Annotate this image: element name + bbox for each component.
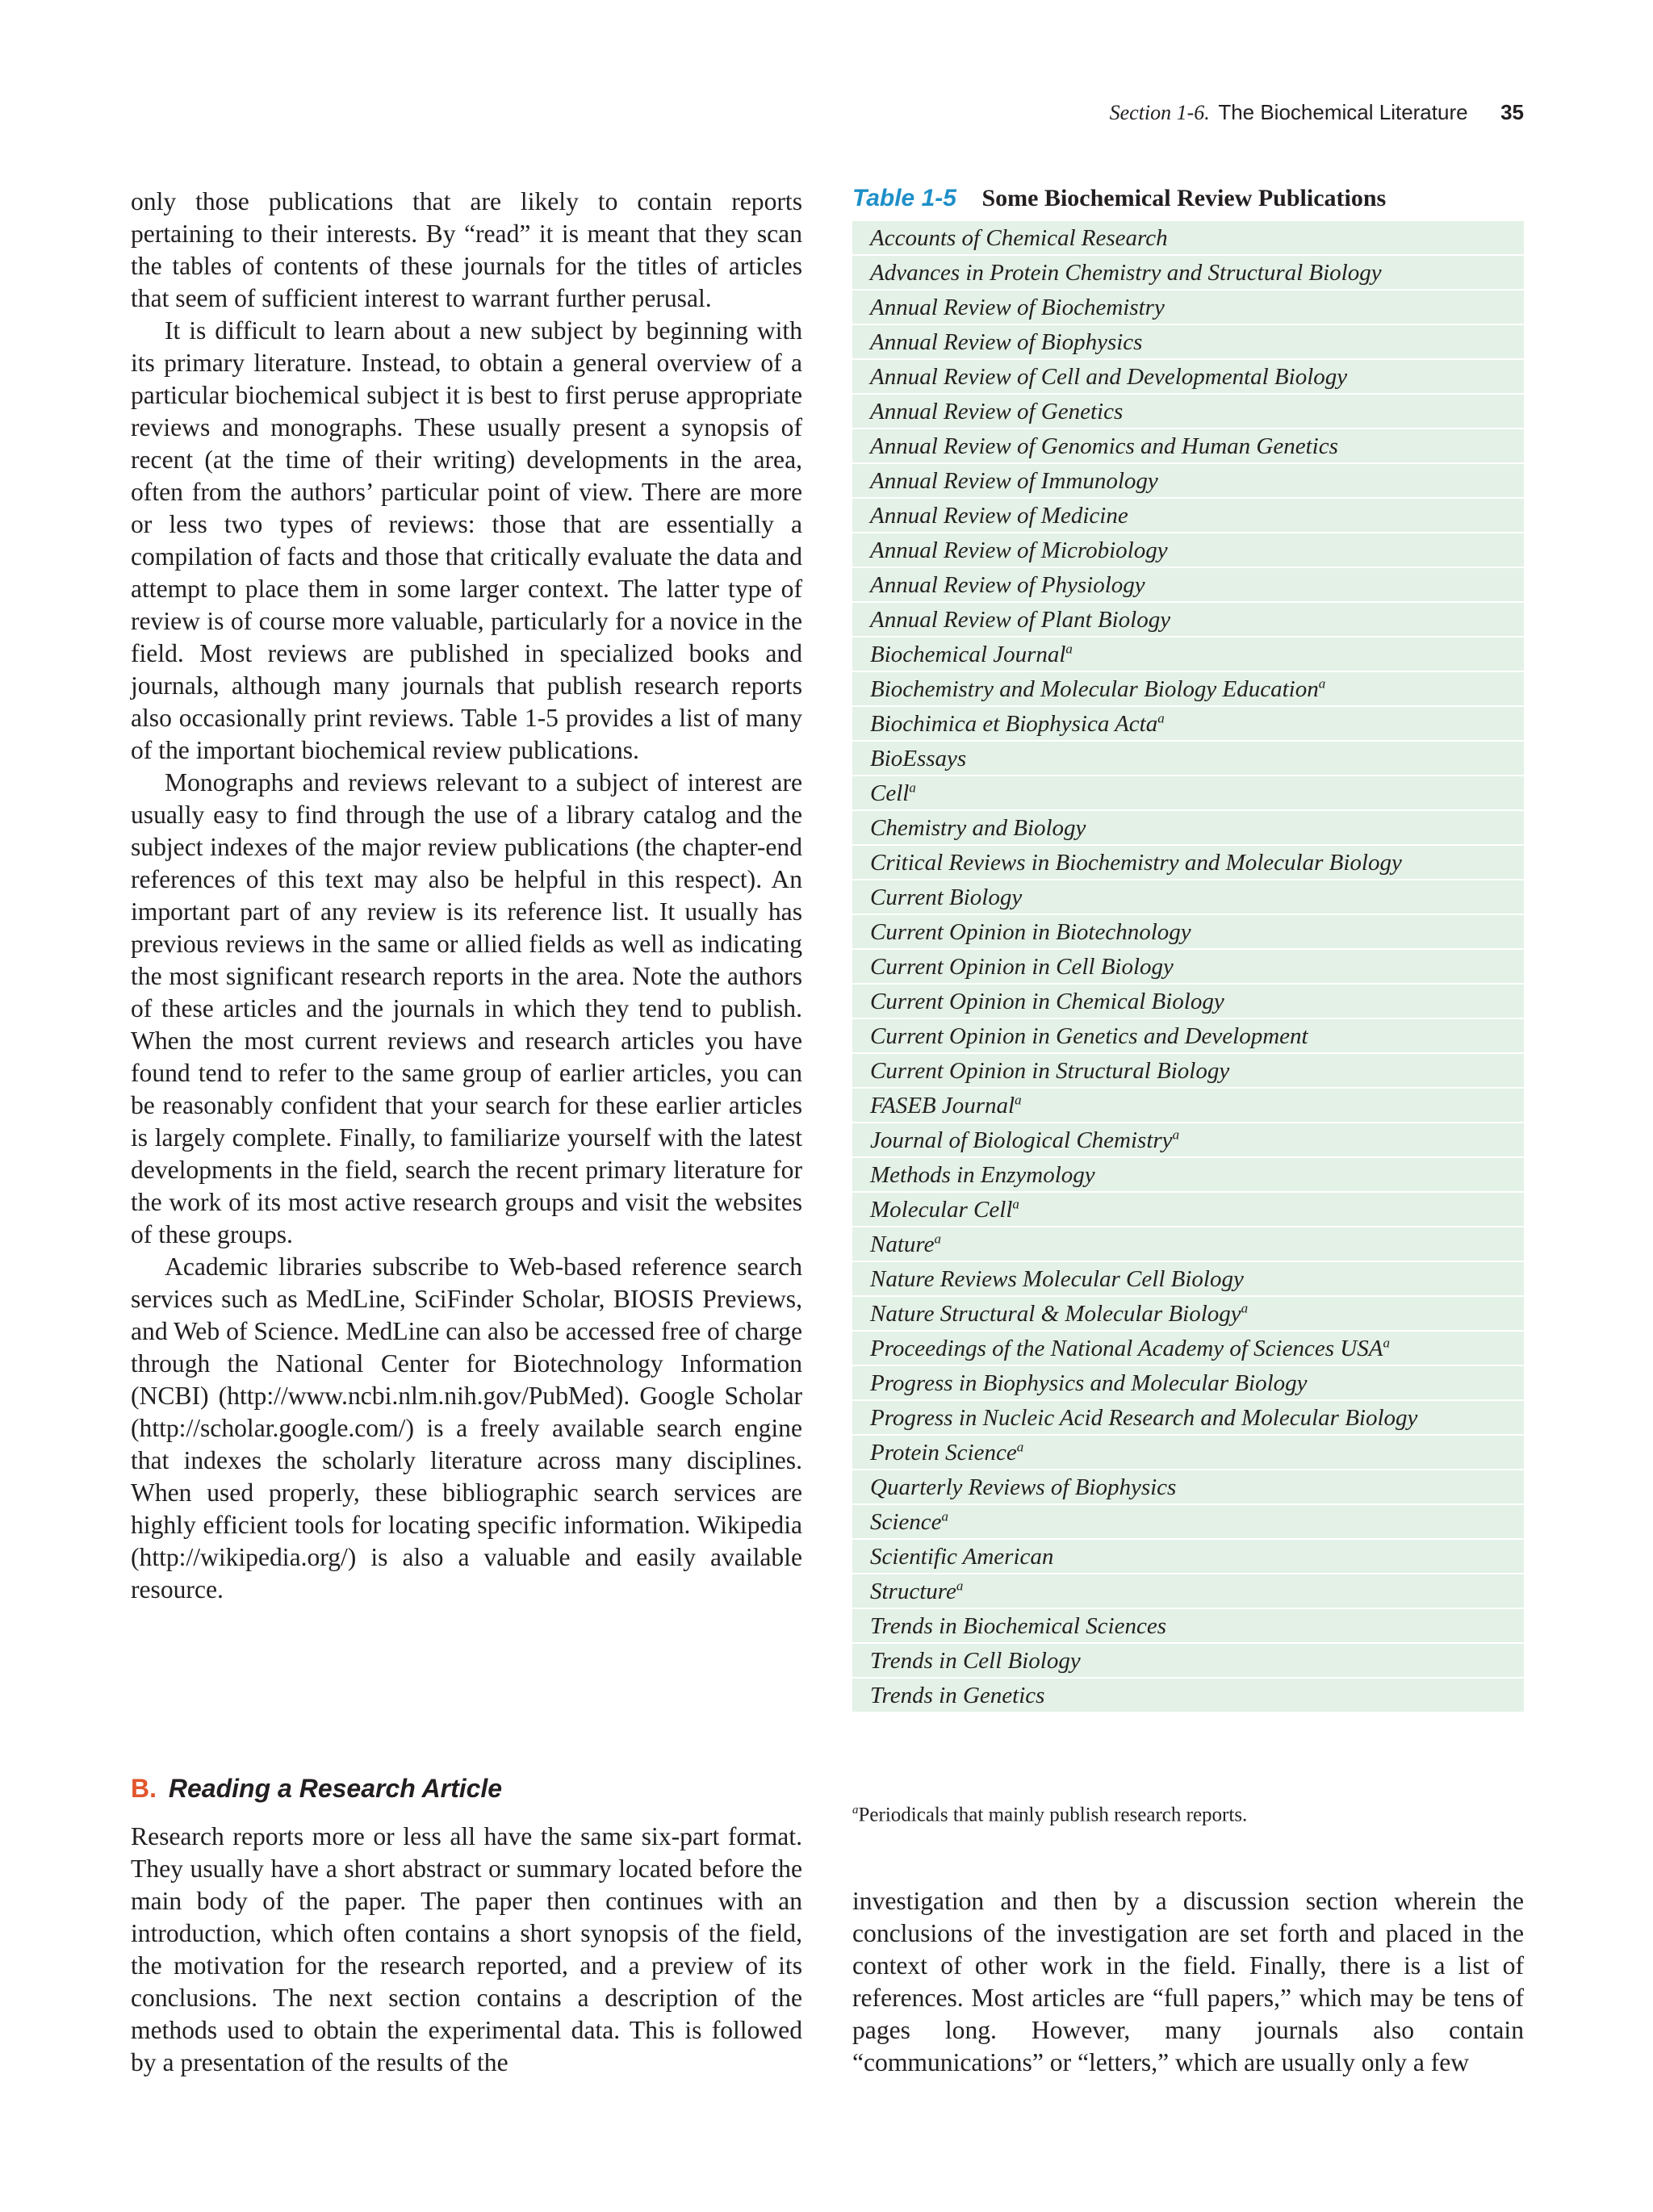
publication-name: Annual Review of Genetics	[870, 399, 1124, 424]
paragraph: Academic libraries subscribe to Web-based reference search services such as MedLine, SciFinder Scholar, BIOSIS Previews, and Web of Science. MedLine can also be accessed free of charge through the National Center for Biotechnology Information (NCBI) (http://www.ncbi.nlm.nih.gov/PubMed). Google Scholar (http://scholar.google.com/) is a freely available search engine that indexes the scholarly literature across many disciplines. When used properly, these bibliographic search services are highly efficient tools for locating specific information. Wikipedia (http://wikipedia.org/) is also a valuable and easily available resource.	[131, 1252, 802, 1604]
publication-name: Current Opinion in Structural Biology	[870, 1058, 1230, 1084]
table-row	[852, 1297, 1524, 1332]
table-row	[852, 603, 1524, 638]
table-title: Some Biochemical Review Publications	[981, 185, 1387, 211]
table-row	[852, 533, 1524, 568]
publication-name: Journal of Biological Chemistry	[870, 1127, 1173, 1153]
paragraph: It is difficult to learn about a new subject by beginning with its primary literature. Instead, to obtain a general overview of a particular biochemical subject it is best to first peruse appropriate reviews and monographs. These usually present a synopsis of recent (at the time of their writing) developments in the area, often from the authors’ particular point of view. There are more or less two types of reviews: those that are essentially a compilation of facts and those that critically evaluate the data and attempt to place them in some larger context. The latter type of review is of course more valuable, particularly for a novice in the field. Most reviews are published in specialized books and journals, although many journals that publish research reports also occasionally print reviews. Table 1-5 provides a list of many of the important biochemical review publications.	[131, 316, 802, 764]
table-row	[852, 464, 1524, 499]
footnote-mark: a	[941, 1508, 949, 1524]
table-row	[852, 1401, 1524, 1436]
publication-name: Annual Review of Medicine	[870, 503, 1128, 529]
publication-name: Annual Review of Cell and Developmental Biology	[870, 364, 1348, 390]
table-row	[852, 499, 1524, 533]
table-row	[852, 1089, 1524, 1123]
section-b-text	[131, 1821, 802, 2079]
table-row	[852, 429, 1524, 464]
publication-name: Current Opinion in Cell Biology	[870, 954, 1174, 980]
table-row	[852, 360, 1524, 395]
table-row	[852, 221, 1524, 256]
table-row	[852, 325, 1524, 360]
publication-name: Science	[870, 1509, 942, 1535]
publication-name: Molecular Cell	[870, 1197, 1013, 1223]
publication-name: Annual Review of Biophysics	[870, 329, 1143, 355]
footnote-mark: a	[1172, 1127, 1180, 1143]
paragraph: Research reports more or less all have the same six-part format. They usually have a short abstract or summary located before the main body of the paper. The paper then continues with an introduction, which often contains a short synopsis of the field, the motivation for the research reported, and a preview of its conclusions. The next section contains a description of the methods used to obtain the experimental data. This is followed by a presentation of the results of the	[131, 1822, 802, 2076]
publication-name: Progress in Nucleic Acid Research and Molecular Biology	[870, 1405, 1418, 1431]
publication-name: Chemistry and Biology	[870, 815, 1086, 841]
section-heading-title: Reading a Research Article	[168, 1774, 503, 1803]
table-row	[852, 672, 1524, 707]
publication-name: Cell	[870, 780, 910, 806]
publication-name: Trends in Genetics	[870, 1683, 1045, 1708]
table-row	[852, 915, 1524, 950]
footnote-mark: a	[1383, 1335, 1390, 1351]
table-row	[852, 1436, 1524, 1470]
publication-name: Current Opinion in Biotechnology	[870, 919, 1191, 945]
header-section: Section 1-6.	[1109, 101, 1210, 124]
publication-name: Structure	[870, 1579, 956, 1604]
publication-name: Accounts of Chemical Research	[870, 225, 1168, 251]
publications-table	[852, 221, 1524, 1713]
table-row	[852, 1262, 1524, 1297]
publication-name: Annual Review of Microbiology	[870, 537, 1168, 563]
publication-name: Trends in Biochemical Sciences	[870, 1613, 1166, 1639]
footnote-mark: a	[1157, 710, 1165, 726]
table-row	[852, 950, 1524, 985]
table-row	[852, 811, 1524, 846]
publication-name: Critical Reviews in Biochemistry and Molecular Biology	[870, 850, 1402, 876]
table-row	[852, 707, 1524, 742]
publication-name: Nature	[870, 1231, 935, 1257]
publication-name: Protein Science	[870, 1440, 1017, 1466]
publication-name: Annual Review of Plant Biology	[870, 607, 1171, 633]
footnote-mark: a	[934, 1231, 941, 1247]
footnote-mark: a	[909, 780, 916, 796]
table-row	[852, 776, 1524, 811]
table-row	[852, 1332, 1524, 1366]
publication-name: FASEB Journal	[870, 1093, 1015, 1119]
publication-name: Methods in Enzymology	[870, 1162, 1095, 1188]
header-title: The Biochemical Literature	[1218, 100, 1468, 124]
publication-name: BioEssays	[870, 746, 967, 771]
page-number: 35	[1500, 100, 1524, 124]
table-row	[852, 1227, 1524, 1262]
left-column-text	[131, 186, 802, 1606]
table-row	[852, 1644, 1524, 1679]
publication-name: Advances in Protein Chemistry and Structural Biology	[870, 260, 1382, 286]
running-header	[839, 100, 1524, 125]
footnote-mark: a	[956, 1578, 964, 1594]
section-heading	[131, 1774, 802, 1804]
table-caption	[852, 182, 1524, 215]
publication-name: Proceedings of the National Academy of Sciences USA	[870, 1336, 1383, 1361]
table-row	[852, 1193, 1524, 1227]
paragraph: investigation and then by a discussion section wherein the conclusions of the investigation are set forth and placed in the context of other work in the field. Finally, there is a list of references. Most articles are “full papers,” which may be tens of pages long. However, many journals also contain “communications” or “letters,” which are usually only a few	[852, 1887, 1524, 2076]
table-row	[852, 985, 1524, 1019]
publication-name: Biochemistry and Molecular Biology Education	[870, 676, 1319, 702]
table-row	[852, 1123, 1524, 1158]
table-row	[852, 1505, 1524, 1540]
section-heading-label: B.	[131, 1774, 157, 1803]
publication-name: Nature Structural & Molecular Biology	[870, 1301, 1241, 1327]
table-row	[852, 1679, 1524, 1713]
publication-name: Annual Review of Physiology	[870, 572, 1145, 598]
footnote-mark: a	[1012, 1196, 1019, 1212]
table-row	[852, 1574, 1524, 1609]
table-row	[852, 1470, 1524, 1505]
publication-name: Annual Review of Immunology	[870, 468, 1158, 494]
right-column-text	[852, 1885, 1524, 2079]
footnote-mark: a	[1065, 641, 1073, 657]
publication-name: Biochemical Journal	[870, 642, 1066, 667]
table-footnote	[852, 1796, 1524, 1829]
footnote-mark: a	[852, 1804, 859, 1817]
publication-name: Scientific American	[870, 1544, 1054, 1570]
table-row	[852, 1540, 1524, 1574]
publication-name: Annual Review of Genomics and Human Genetics	[870, 433, 1338, 459]
footnote-mark: a	[1016, 1439, 1024, 1455]
publication-name: Progress in Biophysics and Molecular Biology	[870, 1370, 1308, 1396]
table-row	[852, 1366, 1524, 1401]
table-row	[852, 1158, 1524, 1193]
publication-name: Trends in Cell Biology	[870, 1648, 1081, 1674]
table-row	[852, 291, 1524, 325]
table-row	[852, 1609, 1524, 1644]
table-row	[852, 880, 1524, 915]
paragraph: Monographs and reviews relevant to a subject of interest are usually easy to find through the use of a library catalog and the subject indexes of the major review publications (the chapter-end references of this text may also be helpful in this respect). An important part of any review is its reference list. It usually has previous reviews in the same or allied fields as well as indicating the most significant research reports in the area. Note the authors of these articles and the journals in which they tend to publish. When the most current reviews and research articles you have found tend to refer to the same group of earlier articles, you can be reasonably confident that your search for these earlier articles is largely complete. Finally, to familiarize yourself with the latest developments in the field, search the recent primary literature for the work of its most active research groups and visit the websites of these groups.	[131, 768, 802, 1248]
publication-name: Current Opinion in Genetics and Development	[870, 1023, 1308, 1049]
publication-name: Current Opinion in Chemical Biology	[870, 989, 1224, 1014]
paragraph: only those publications that are likely to contain reports pertaining to their interests. By “read” it is meant that they scan the tables of contents of these journals for the titles of articles that seem of sufficient interest to warrant further perusal.	[131, 187, 802, 312]
table-row	[852, 742, 1524, 776]
table-row	[852, 568, 1524, 603]
publication-name: Annual Review of Biochemistry	[870, 295, 1165, 320]
publication-name: Current Biology	[870, 884, 1023, 910]
footnote-mark: a	[1318, 675, 1326, 692]
footnote-text: Periodicals that mainly publish research reports.	[858, 1804, 1248, 1826]
footnote-mark: a	[1241, 1300, 1249, 1316]
publication-name: Nature Reviews Molecular Cell Biology	[870, 1266, 1244, 1292]
table-row	[852, 1054, 1524, 1089]
table-number: Table 1-5	[852, 185, 956, 211]
footnote-mark: a	[1015, 1092, 1022, 1108]
table-row	[852, 256, 1524, 291]
table-row	[852, 846, 1524, 880]
table-row	[852, 1019, 1524, 1054]
publication-name: Quarterly Reviews of Biophysics	[870, 1474, 1177, 1500]
table-row	[852, 395, 1524, 429]
publication-name: Biochimica et Biophysica Acta	[870, 711, 1158, 737]
table-row	[852, 638, 1524, 672]
